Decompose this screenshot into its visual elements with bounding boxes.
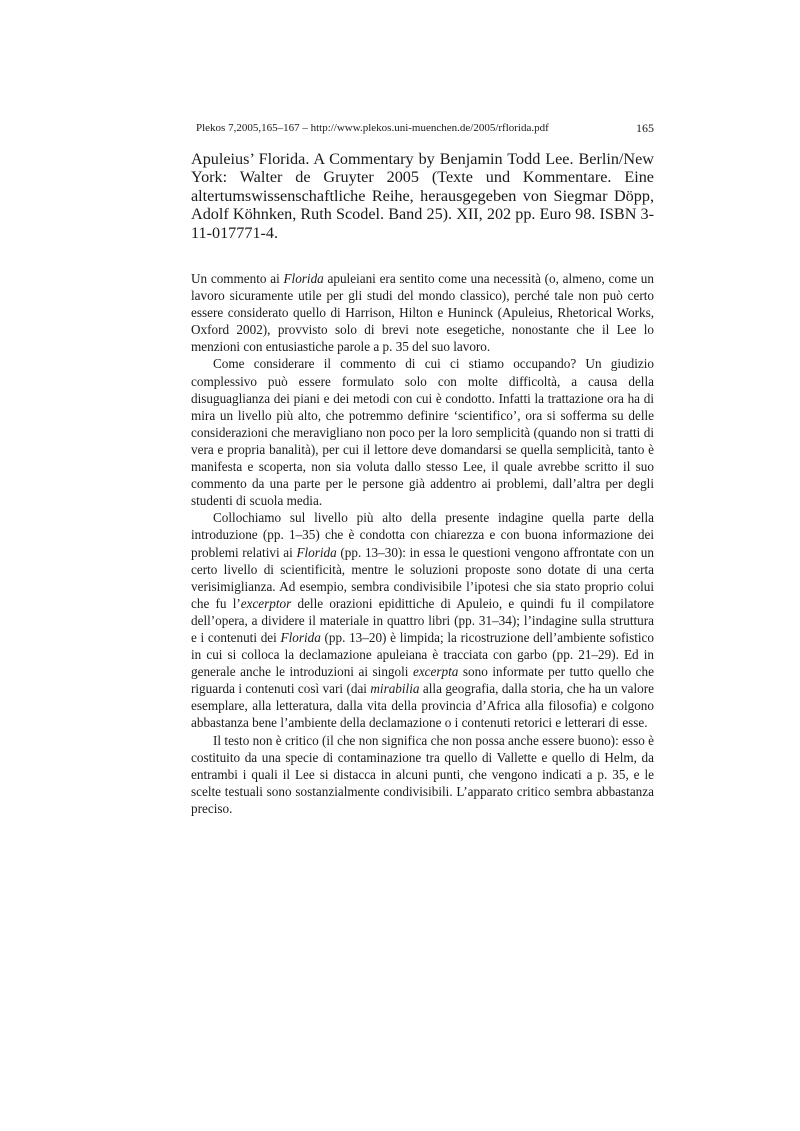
text-segment: apuleiani era sentito come una necessità (o, almeno, come un lavoro sicuramente utile per gli studi del mondo classico), perché tale non può certo essere considerato quello di Harrison, Hilton e Huninck (Apuleius, Rhetorical Works, Oxford 2002), provvisto solo di brevi note esegetiche, nonostante che il Lee lo menzioni con entusiastiche parole a p. 35 del suo lavoro. [191,271,654,355]
italic-term: excerpta [412,664,459,680]
running-head-citation: Plekos 7,2005,165–167 – http://www.plekos.uni-muenchen.de/2005/rflorida.pdf [196,122,549,134]
italic-term: Florida [280,629,321,645]
text-segment: (pp. 13–30): in essa le questioni vengono affrontate con un certo livello di scientificità, mentre le soluzioni proposte sono dotate di una certa verisimiglianza. Ad esempio, sembra condivisibile l’ipotesi che sia stato proprio colui che fu l’ [191,544,654,611]
italic-term: Florida [296,544,337,560]
italic-term: excerptor [240,595,292,611]
page-number: 165 [636,121,654,135]
body-text [191,270,654,817]
paragraph [191,732,654,817]
text-segment: Come considerare il commento di cui ci stiamo occupando? Un giudizio complessivo può essere formulato solo con molte difficoltà, a causa della disuguaglianza dei piani e dei metodi con cui è condotto. Infatti la trattazione ora ha di mira un livello più alto, che potremmo definire ‘scientifico’, ora si sofferma su delle considerazioni che meravigliano non poco per la loro semplicità (quando non si tratti di vera e propria banalità), per cui il lettore deve domandarsi se quella semplicità, tanto è manifesta e scoperta, non sia voluta dallo stesso Lee, il quale avrebbe scritto il suo commento da una parte per le persone già addentro ai problemi, dall’altra per degli studenti di scuola media. [191,356,654,509]
text-segment: (pp. 13–20) è limpida; la ricostruzione dell’ambiente sofistico in cui si colloca la declamazione apuleiana è tracciata con garbo (pp. 21–29). Ed in generale anche le introduzioni ai singoli [191,629,655,680]
text-segment: delle orazioni epidittiche di Apuleio, e quindi fu il compilatore dell’opera, a dividere il materiale in quattro libri (pp. 31–34); l’indagine sulla struttura e i contenuti dei [191,595,654,645]
text-segment: alla geografia, dalla storia, che ha un valore esemplare, alla letteratura, dalla vita della provincia d’Africa alla filosofia) e colgono abbastanza bene l’ambiente della declamazione o i contenuti retorici e letterari di esse. [191,681,654,731]
text-segment: sono informate per tutto quello che riguarda i contenuti così vari (dai [191,664,654,697]
text-segment: Il testo non è critico (il che non significa che non possa anche essere buono): esso è costituito da una specie di contaminazione tra quello di Vallette e quello di Helm, da entrambi i quali il Lee si distacca in alcuni punti, che vengono indicati a p. 35, e le scelte testuali sono sostanzialmente condivisibili. L’apparato critico sembra abbastanza preciso. [191,732,654,816]
italic-term: mirabilia [370,681,420,697]
paragraph [191,355,654,509]
italic-term: Florida [283,271,324,286]
text-segment: Collochiamo sul livello più alto della presente indagine quella parte della introduzione (pp. 1–35) che è condotta con chiarezza e con buona informazione dei problemi relativi ai [191,510,654,560]
text-segment: Un commento ai [191,271,284,286]
running-head [196,121,654,135]
review-title: Apuleius’ Florida. A Commentary by Benjamin Todd Lee. Berlin/New York: Walter de Gruyter 2005 (Texte und Kommentare. Eine altertumswissenschaftliche Reihe, herausgegeben von Siegmar Döpp, Adolf Köhnken, Ruth Scodel. Band 25). XII, 202 pp. Euro 98. ISBN 3-11-017771-4. [191,150,654,242]
paragraph [191,509,654,731]
paragraph [191,270,654,355]
